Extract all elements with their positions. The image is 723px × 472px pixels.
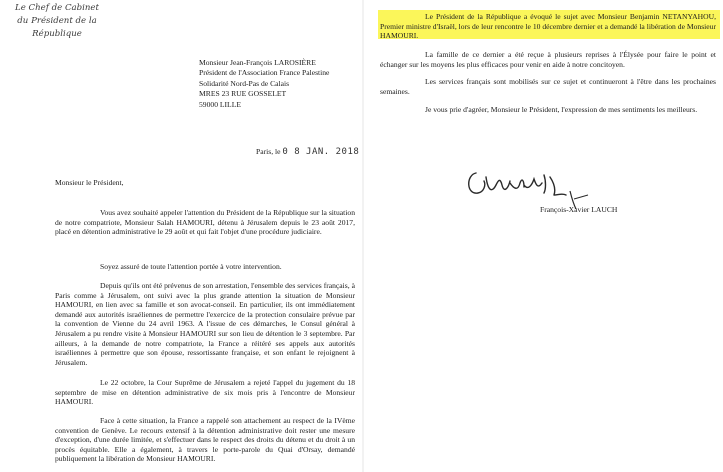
date-line [256,147,359,157]
body-paragraph: Les services français sont mobilisés sur ce sujet et continueront à l'être dans les prochaines semaines. [380,77,716,96]
recipient-line: 59000 LILLE [199,99,241,109]
date-place: Paris, le [256,147,281,156]
recipient-line: Solidarité Nord-Pas de Calais [199,78,290,88]
body-paragraph: Le 22 octobre, la Cour Suprême de Jérusalem a rejeté l'appel du jugement du 18 septembre de mise en détention administrative de six mois pris à l'encontre de Monsieur HAMOURI. [55,378,355,407]
recipient-address [199,58,329,110]
letter-page-2 [364,0,723,472]
handwritten-signature [462,155,612,210]
recipient-line: Monsieur Jean-François LAROSIÈRE [199,58,316,67]
letterhead-line-1: Le Chef de Cabinet [15,3,99,13]
letterhead [2,2,112,41]
recipient-line: MRES 23 RUE GOSSELET [199,89,287,99]
highlighted-paragraph: Le Président de la République a évoqué le sujet avec Monsieur Benjamin NETANYAHOU, Premier ministre d'Israël, lors de leur rencontre le 10 décembre dernier et a demandé la libération de Monsieur HAMOURI. [380,12,716,41]
salutation: Monsieur le Président, [55,178,124,187]
recipient-line: Président de l'Association France Palestine [199,68,330,78]
letterhead-line-2: du Président de la République [17,16,97,39]
closing-paragraph: Je vous prie d'agréer, Monsieur le Président, l'expression de mes sentiments les meilleurs. [425,105,698,114]
body-paragraph: Face à cette situation, la France a rappelé son attachement au respect de la IVème convention de Genève. Le recours extensif à la détention administrative doit rester une mesure d'exception, d'une durée limitée, et s'effectuer dans le respect des droits du détenu et du droit à un procès équitable. Elle a également, à travers le porte-parole du Quai d'Orsay, demandé publiquement la libération de Monsieur HAMOURI. [55,416,355,464]
body-paragraph: Depuis qu'ils ont été prévenus de son arrestation, l'ensemble des services français, à Paris comme à Jérusalem, ont suivi avec la plus grande attention la situation de Monsieur HAMOURI, en lien avec sa famille et son avocat-conseil. En particulier, ils ont immédiatement demandé aux autorités israéliennes de permettre l'exercice de la protection consulaire prévue par la convention de Vienne du 24 avril 1963. A l'issue de ces démarches, le Consul général à Jérusalem a pu rendre visite à Monsieur HAMOURI sur son lieu de détention le 3 septembre. Par ailleurs, à la demande de notre compatriote, la France a réitéré ses appels aux autorités israéliennes à permettre que son épouse, ressortissante française, et son enfant le rejoignent à Jérusalem. [55,281,355,367]
body-paragraph: Vous avez souhaité appeler l'attention du Président de la République sur la situation de notre compatriote, Monsieur Salah HAMOURI, détenu à Jérusalem depuis le 23 août 2017, placé en détention administrative le 29 août et qui fait l'objet d'une procédure judiciaire. [55,208,355,237]
body-paragraph: Soyez assuré de toute l'attention portée à votre intervention. [100,262,282,271]
signer-name: François-Xavier LAUCH [540,205,618,214]
date-stamp: 0 8 JAN. 2018 [282,147,360,157]
body-paragraph: La famille de ce dernier a été reçue à plusieurs reprises à l'Élysée pour faire le point et échanger sur les moyens les plus efficaces pour venir en aide à notre concitoyen. [380,50,716,69]
